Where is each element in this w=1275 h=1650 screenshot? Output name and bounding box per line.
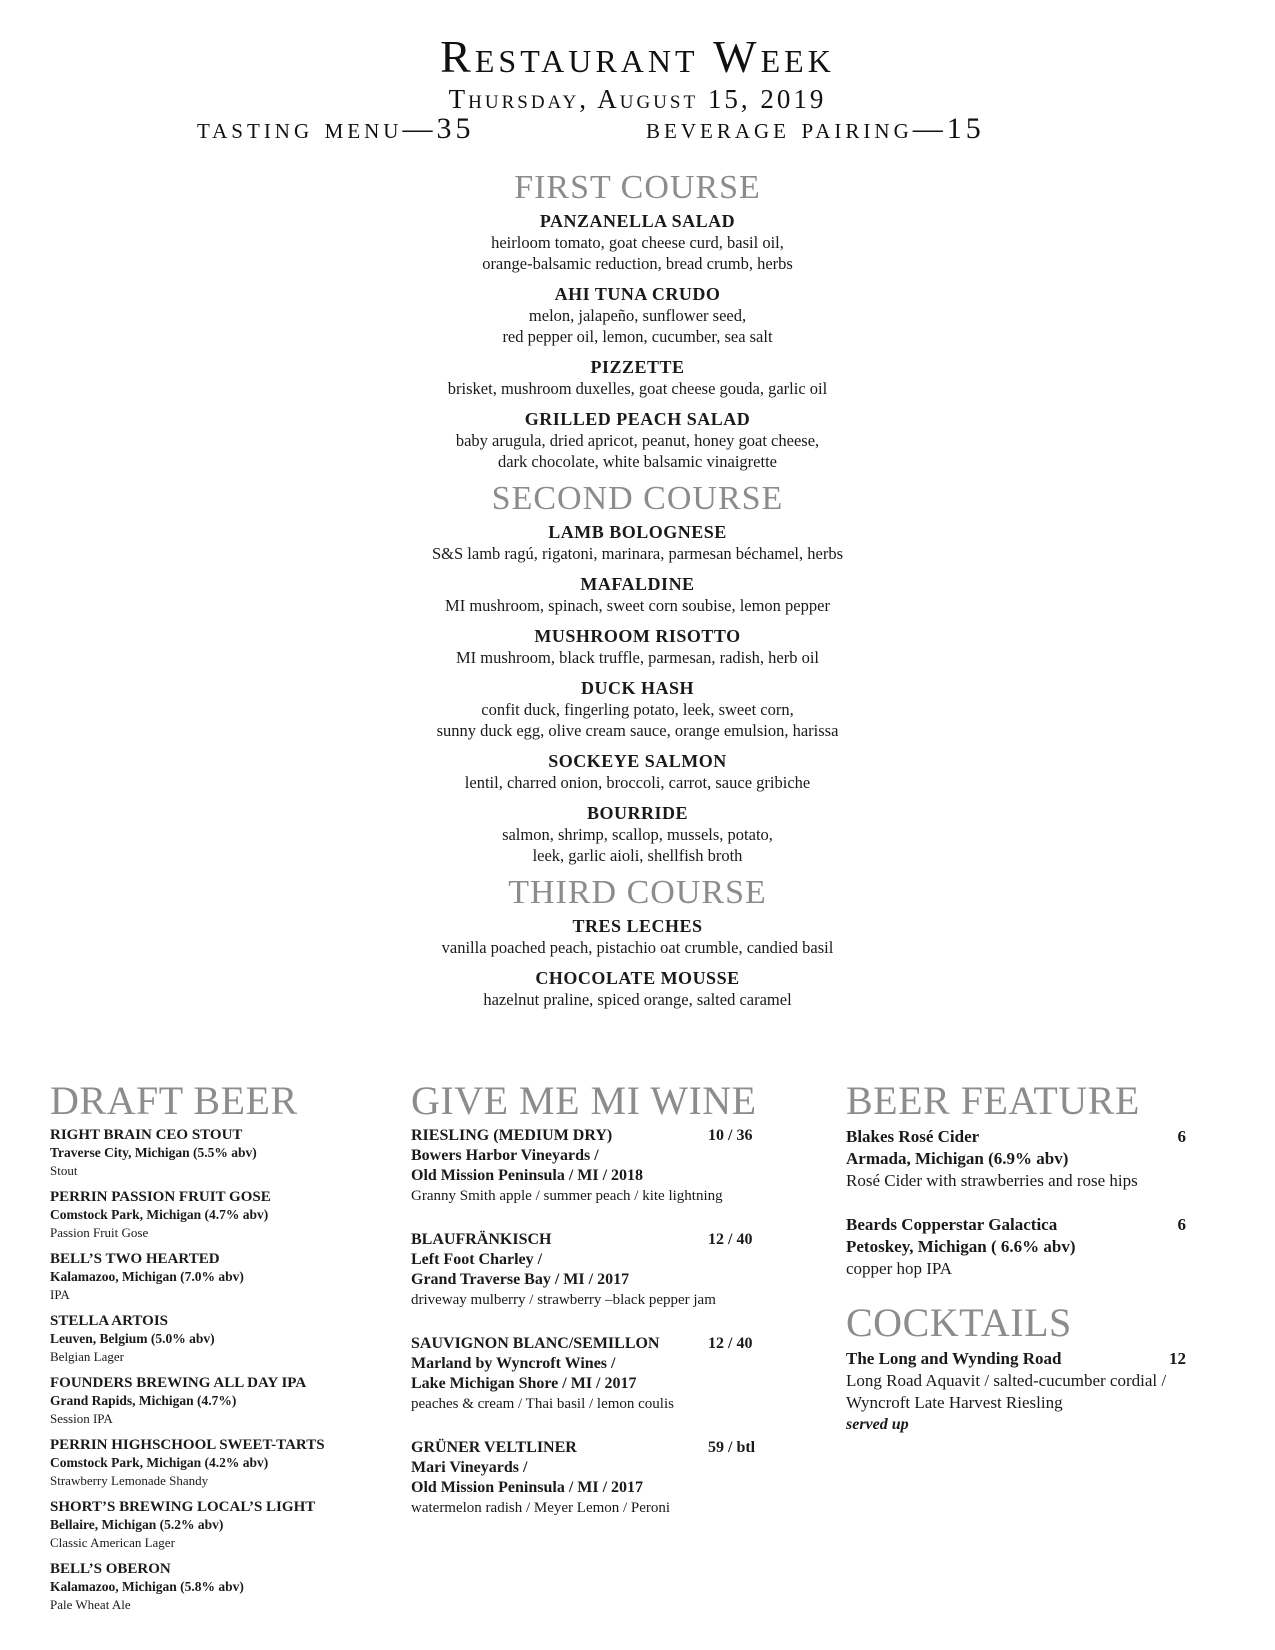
beer-feature-section (846, 1080, 1226, 1458)
feature-item (846, 1126, 1226, 1192)
dish-description: vanilla poached peach, pistachio oat crumble, candied basil (441, 938, 834, 957)
wine-price: 10 / 36 (708, 1127, 753, 1144)
dish (0, 283, 1275, 347)
wine-name: RIESLING (MEDIUM DRY) (411, 1127, 613, 1144)
dish-name: DUCK HASH (580, 678, 694, 698)
dish-name: LAMB BOLOGNESE (548, 522, 727, 542)
beer-name: SHORT’S BREWING LOCAL’S LIGHT (50, 1499, 316, 1515)
beer-origin: Kalamazoo, Michigan (7.0% abv) (50, 1269, 244, 1284)
dish-name: BOURRIDE (586, 803, 688, 823)
dish (0, 677, 1275, 741)
wine-producer: Mari Vineyards / (411, 1459, 528, 1476)
tasting-menu-price: tasting menu—35 (197, 112, 475, 145)
beer-origin: Comstock Park, Michigan (4.7% abv) (50, 1207, 269, 1222)
beer-style: Classic American Lager (50, 1535, 175, 1550)
second-course (0, 481, 1275, 866)
dish-name: AHI TUNA CRUDO (554, 284, 721, 304)
dish-description: heirloom tomato, goat cheese curd, basil oil, orange-balsamic reduction, bread crumb, herbs (482, 233, 793, 273)
wine-section (411, 1080, 811, 1542)
dish-name: PANZANELLA SALAD (539, 211, 736, 231)
beer-origin: Leuven, Belgium (5.0% abv) (50, 1331, 215, 1346)
wine-notes: peaches & cream / Thai basil / lemon coulis (411, 1396, 674, 1412)
feature-description: copper hop IPA (846, 1259, 953, 1278)
wine-name: SAUVIGNON BLANC/SEMILLON (411, 1335, 660, 1352)
dish (0, 521, 1275, 564)
beer-item (50, 1312, 380, 1365)
beer-style: Passion Fruit Gose (50, 1225, 149, 1240)
beer-origin: Grand Rapids, Michigan (4.7%) (50, 1393, 237, 1408)
wine-region: Lake Michigan Shore / MI / 2017 (411, 1375, 637, 1392)
cocktail-name: The Long and Wynding Road (846, 1349, 1062, 1368)
beer-name: BELL’S OBERON (50, 1561, 171, 1577)
beer-item (50, 1560, 380, 1613)
wine-price: 59 / btl (708, 1439, 756, 1456)
wine-item (411, 1334, 811, 1414)
feature-price: 6 (1177, 1215, 1186, 1234)
beer-item (50, 1126, 380, 1179)
beer-origin: Comstock Park, Michigan (4.2% abv) (50, 1455, 269, 1470)
dish-description: hazelnut praline, spiced orange, salted caramel (483, 990, 792, 1009)
event-date: Thursday, August 15, 2019 (448, 84, 827, 114)
wine-producer: Left Foot Charley / (411, 1251, 543, 1268)
beer-style: Stout (50, 1163, 78, 1178)
wine-price: 12 / 40 (708, 1335, 753, 1352)
section-title: GIVE ME MI WINE (411, 1078, 757, 1123)
beer-name: STELLA ARTOIS (50, 1313, 169, 1329)
cocktail-serving: served up (846, 1416, 909, 1433)
page-title: Restaurant Week (440, 31, 835, 82)
dish (0, 356, 1275, 399)
wine-region: Old Mission Peninsula / MI / 2017 (411, 1479, 644, 1496)
dish-description: S&S lamb ragú, rigatoni, marinara, parmesan béchamel, herbs (432, 544, 843, 563)
dish-description: MI mushroom, spinach, sweet corn soubise, lemon pepper (445, 596, 830, 615)
feature-name: Beards Copperstar Galactica (846, 1215, 1058, 1234)
beer-style: IPA (50, 1287, 70, 1302)
wine-region: Grand Traverse Bay / MI / 2017 (411, 1271, 630, 1288)
cocktail-ingredients: Long Road Aquavit / salted-cucumber cordial / (846, 1371, 1167, 1390)
course-title: FIRST COURSE (514, 169, 761, 206)
dish-name: PIZZETTE (590, 357, 685, 377)
dish (0, 967, 1275, 1010)
cocktail-price: 12 (1169, 1349, 1186, 1368)
beer-item (50, 1436, 380, 1489)
dish-name: SOCKEYE SALMON (548, 751, 727, 771)
wine-notes: Granny Smith apple / summer peach / kite lightning (411, 1188, 723, 1204)
dish-name: CHOCOLATE MOUSSE (535, 968, 740, 988)
feature-name: Blakes Rosé Cider (846, 1127, 980, 1146)
beer-style: Session IPA (50, 1411, 113, 1426)
tasting-menu (0, 170, 1275, 1019)
dish (0, 915, 1275, 958)
dish (0, 625, 1275, 668)
dish-description: MI mushroom, black truffle, parmesan, radish, herb oil (455, 648, 820, 667)
wine-price: 12 / 40 (708, 1231, 753, 1248)
dish-name: GRILLED PEACH SALAD (524, 409, 751, 429)
dish (0, 802, 1275, 866)
third-course (0, 875, 1275, 1010)
beverage-pairing-price: beverage pairing—15 (646, 112, 985, 145)
feature-price: 6 (1177, 1127, 1186, 1146)
wine-name: GRÜNER VELTLINER (411, 1439, 577, 1456)
wine-item (411, 1230, 811, 1310)
beer-origin: Bellaire, Michigan (5.2% abv) (50, 1517, 224, 1532)
wine-name: BLAUFRÄNKISCH (411, 1231, 552, 1248)
beer-style: Strawberry Lemonade Shandy (50, 1473, 209, 1488)
cocktail-item (846, 1348, 1226, 1436)
beer-name: PERRIN PASSION FRUIT GOSE (50, 1189, 271, 1205)
feature-origin: Armada, Michigan (6.9% abv) (846, 1149, 1069, 1168)
dish-description: confit duck, fingerling potato, leek, sweet corn, sunny duck egg, olive cream sauce, orange emulsion, harissa (436, 700, 839, 740)
beer-style: Pale Wheat Ale (50, 1597, 131, 1612)
dish-name: TRES LECHES (572, 916, 703, 936)
dish-name: MAFALDINE (580, 574, 695, 594)
dish-description: melon, jalapeño, sunflower seed, red pepper oil, lemon, cucumber, sea salt (502, 306, 773, 346)
dish-description: salmon, shrimp, scallop, mussels, potato, leek, garlic aioli, shellfish broth (502, 825, 773, 865)
beer-item (50, 1188, 380, 1241)
feature-description: Rosé Cider with strawberries and rose hips (846, 1171, 1138, 1190)
feature-item (846, 1214, 1226, 1280)
wine-producer: Bowers Harbor Vineyards / (411, 1147, 599, 1164)
dish-description: lentil, charred onion, broccoli, carrot, sauce gribiche (464, 773, 811, 792)
wine-region: Old Mission Peninsula / MI / 2018 (411, 1167, 644, 1184)
wine-notes: watermelon radish / Meyer Lemon / Peroni (411, 1500, 671, 1516)
course-title: SECOND COURSE (491, 480, 784, 517)
wine-producer: Marland by Wyncroft Wines / (411, 1355, 616, 1372)
wine-item (411, 1126, 811, 1206)
beer-name: BELL’S TWO HEARTED (50, 1251, 220, 1267)
beer-item (50, 1250, 380, 1303)
cocktails-title: COCKTAILS (846, 1300, 1072, 1345)
beer-name: PERRIN HIGHSCHOOL SWEET-TARTS (50, 1437, 325, 1453)
beer-name: RIGHT BRAIN CEO STOUT (50, 1127, 243, 1143)
beer-origin: Traverse City, Michigan (5.5% abv) (50, 1145, 257, 1160)
draft-beer-section (50, 1080, 380, 1622)
section-title: BEER FEATURE (846, 1078, 1140, 1123)
dish (0, 408, 1275, 472)
beer-origin: Kalamazoo, Michigan (5.8% abv) (50, 1579, 244, 1594)
pricing-line (0, 112, 1275, 152)
dish (0, 573, 1275, 616)
beer-item (50, 1374, 380, 1427)
dish (0, 210, 1275, 274)
beer-item (50, 1498, 380, 1551)
cocktail-ingredients: Wyncroft Late Harvest Riesling (846, 1393, 1063, 1412)
first-course (0, 170, 1275, 472)
section-title: DRAFT BEER (50, 1078, 298, 1123)
feature-origin: Petoskey, Michigan ( 6.6% abv) (846, 1237, 1076, 1256)
beer-name: FOUNDERS BREWING ALL DAY IPA (50, 1375, 307, 1391)
wine-item (411, 1438, 811, 1518)
dish-name: MUSHROOM RISOTTO (534, 626, 741, 646)
course-title: THIRD COURSE (508, 874, 767, 911)
menu-header (0, 30, 1275, 114)
dish (0, 750, 1275, 793)
wine-notes: driveway mulberry / strawberry –black pepper jam (411, 1292, 716, 1308)
dish-description: baby arugula, dried apricot, peanut, honey goat cheese, dark chocolate, white balsamic vinaigrette (455, 431, 820, 471)
beer-style: Belgian Lager (50, 1349, 124, 1364)
dish-description: brisket, mushroom duxelles, goat cheese gouda, garlic oil (447, 379, 828, 398)
